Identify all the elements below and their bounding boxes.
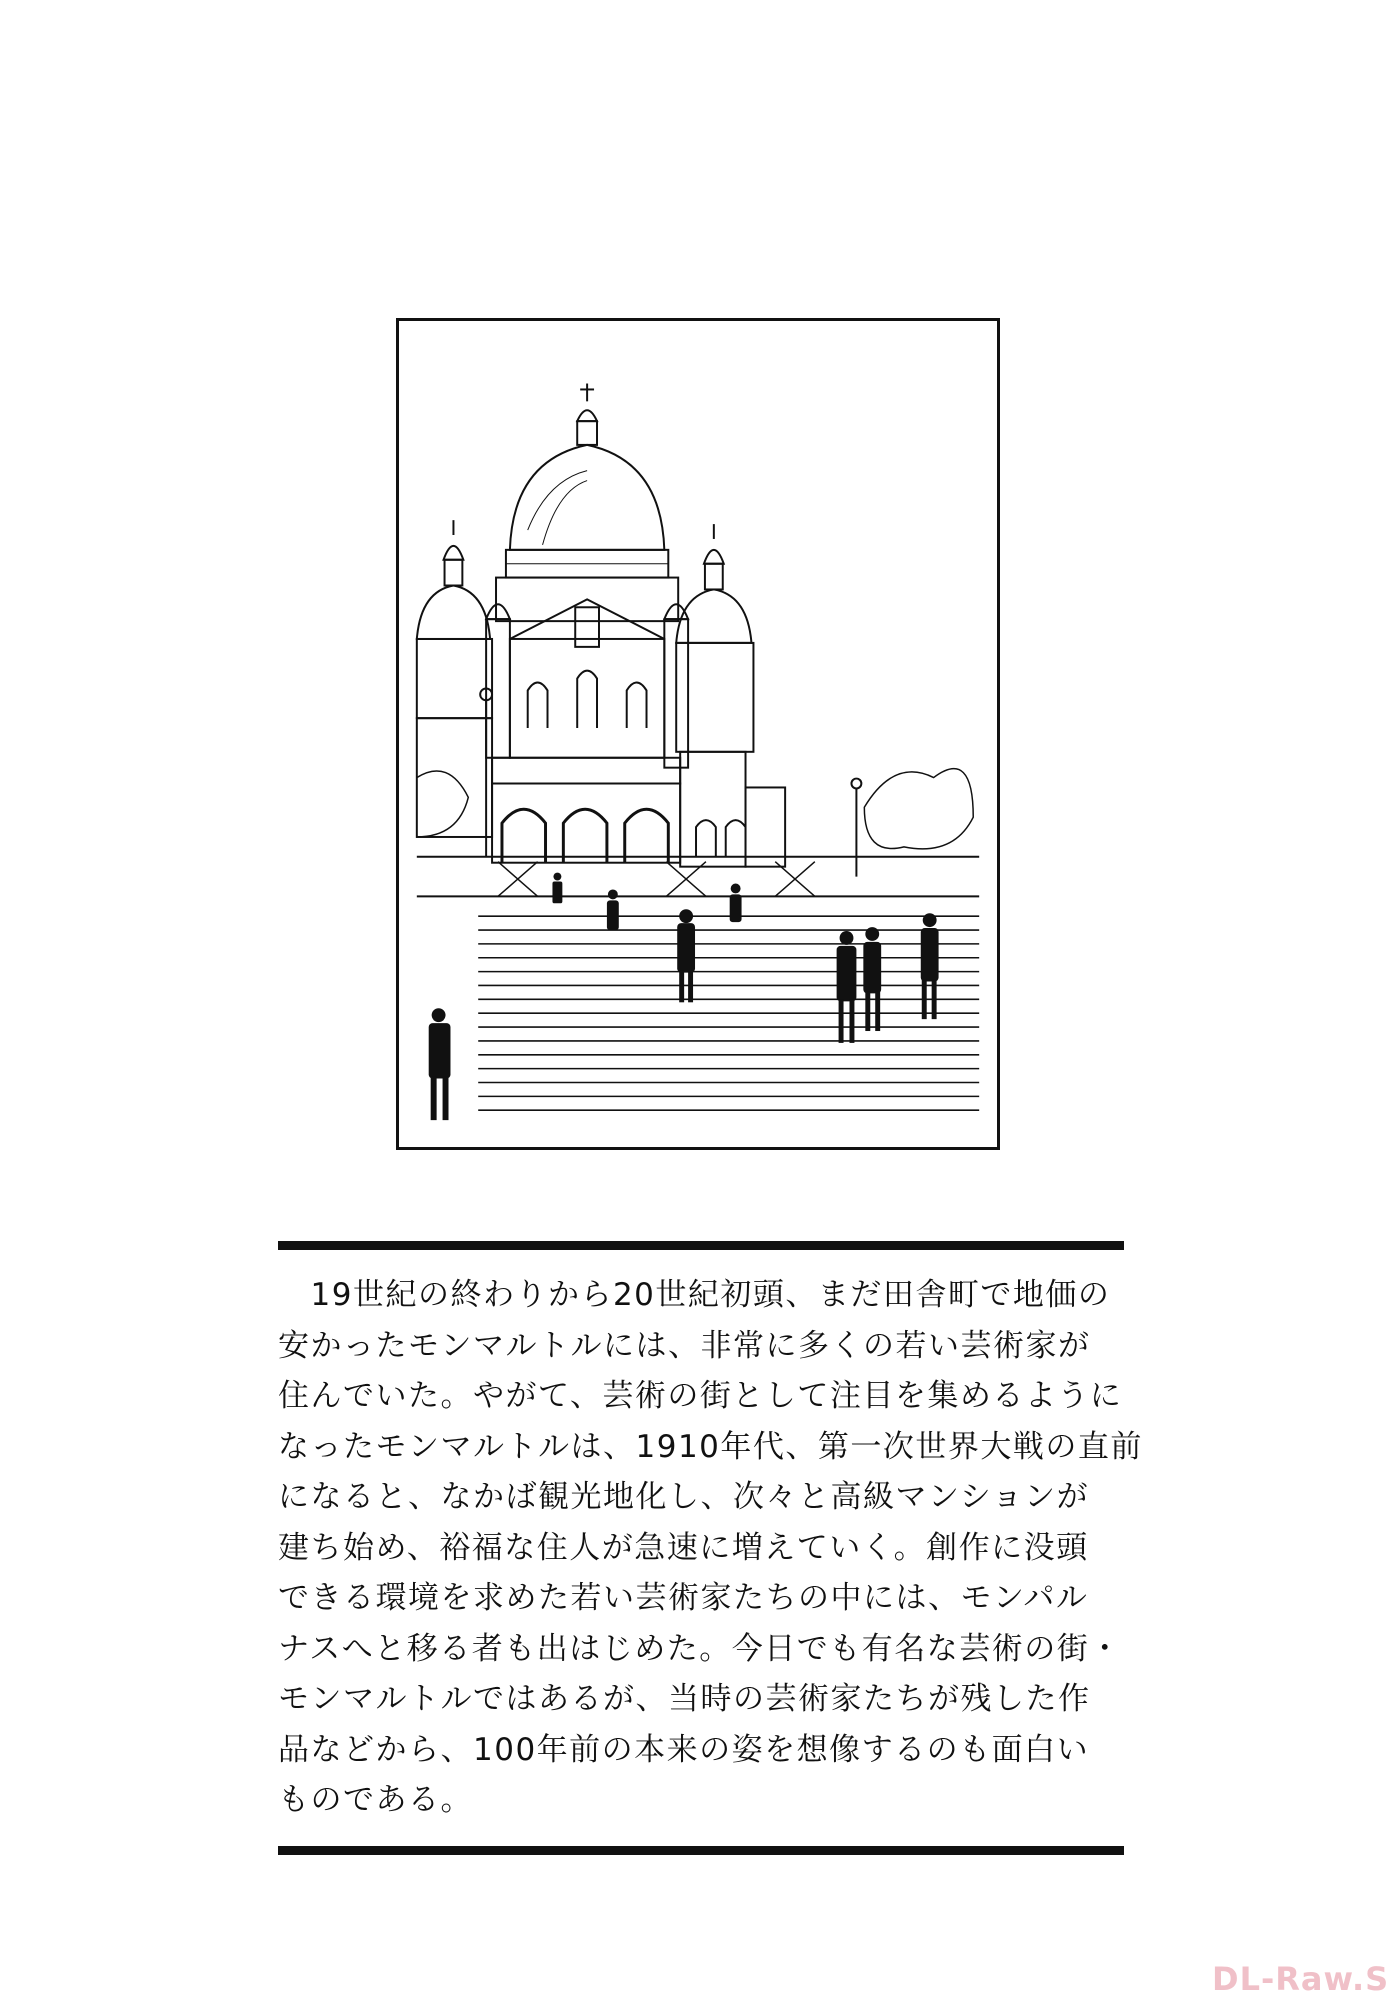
text-line-9: モンマルトルではあるが、当時の芸術家たちが残した作 [278, 1681, 1091, 1717]
text-line-3: 住んでいた。やがて、芸術の街として注目を集めるように [278, 1378, 1123, 1414]
text-line-11: ものである。 [278, 1782, 473, 1818]
watermark: DL-Raw.S [1212, 1960, 1390, 1998]
sacre-coeur-illustration [396, 318, 1000, 1150]
text-line-10: 品などから、100年前の本来の姿を想像するのも面白い [278, 1731, 1090, 1768]
text-line-1: 19世紀の終わりから20世紀初頭、まだ田舎町で地価の [278, 1277, 1111, 1313]
bottom-rule [278, 1846, 1124, 1855]
text-line-4: なったモンマルトルは、1910年代、第一次世界大戦の直前 [278, 1428, 1143, 1465]
basilica-drawing [399, 321, 997, 1147]
text-line-8: ナスへと移る者も出はじめた。今日でも有名な芸術の街・ [278, 1630, 1122, 1667]
text-line-2: 安かったモンマルトルには、非常に多くの若い芸術家が [278, 1327, 1091, 1364]
text-line-6: 建ち始め、裕福な住人が急速に増えていく。創作に没頭 [278, 1529, 1089, 1566]
text-line-5: になると、なかば観光地化し、次々と高級マンションが [278, 1479, 1090, 1515]
top-rule [278, 1241, 1124, 1250]
text-line-7: できる環境を求めた若い芸術家たちの中には、モンパル [278, 1580, 1089, 1616]
body-text [278, 1270, 1143, 1826]
